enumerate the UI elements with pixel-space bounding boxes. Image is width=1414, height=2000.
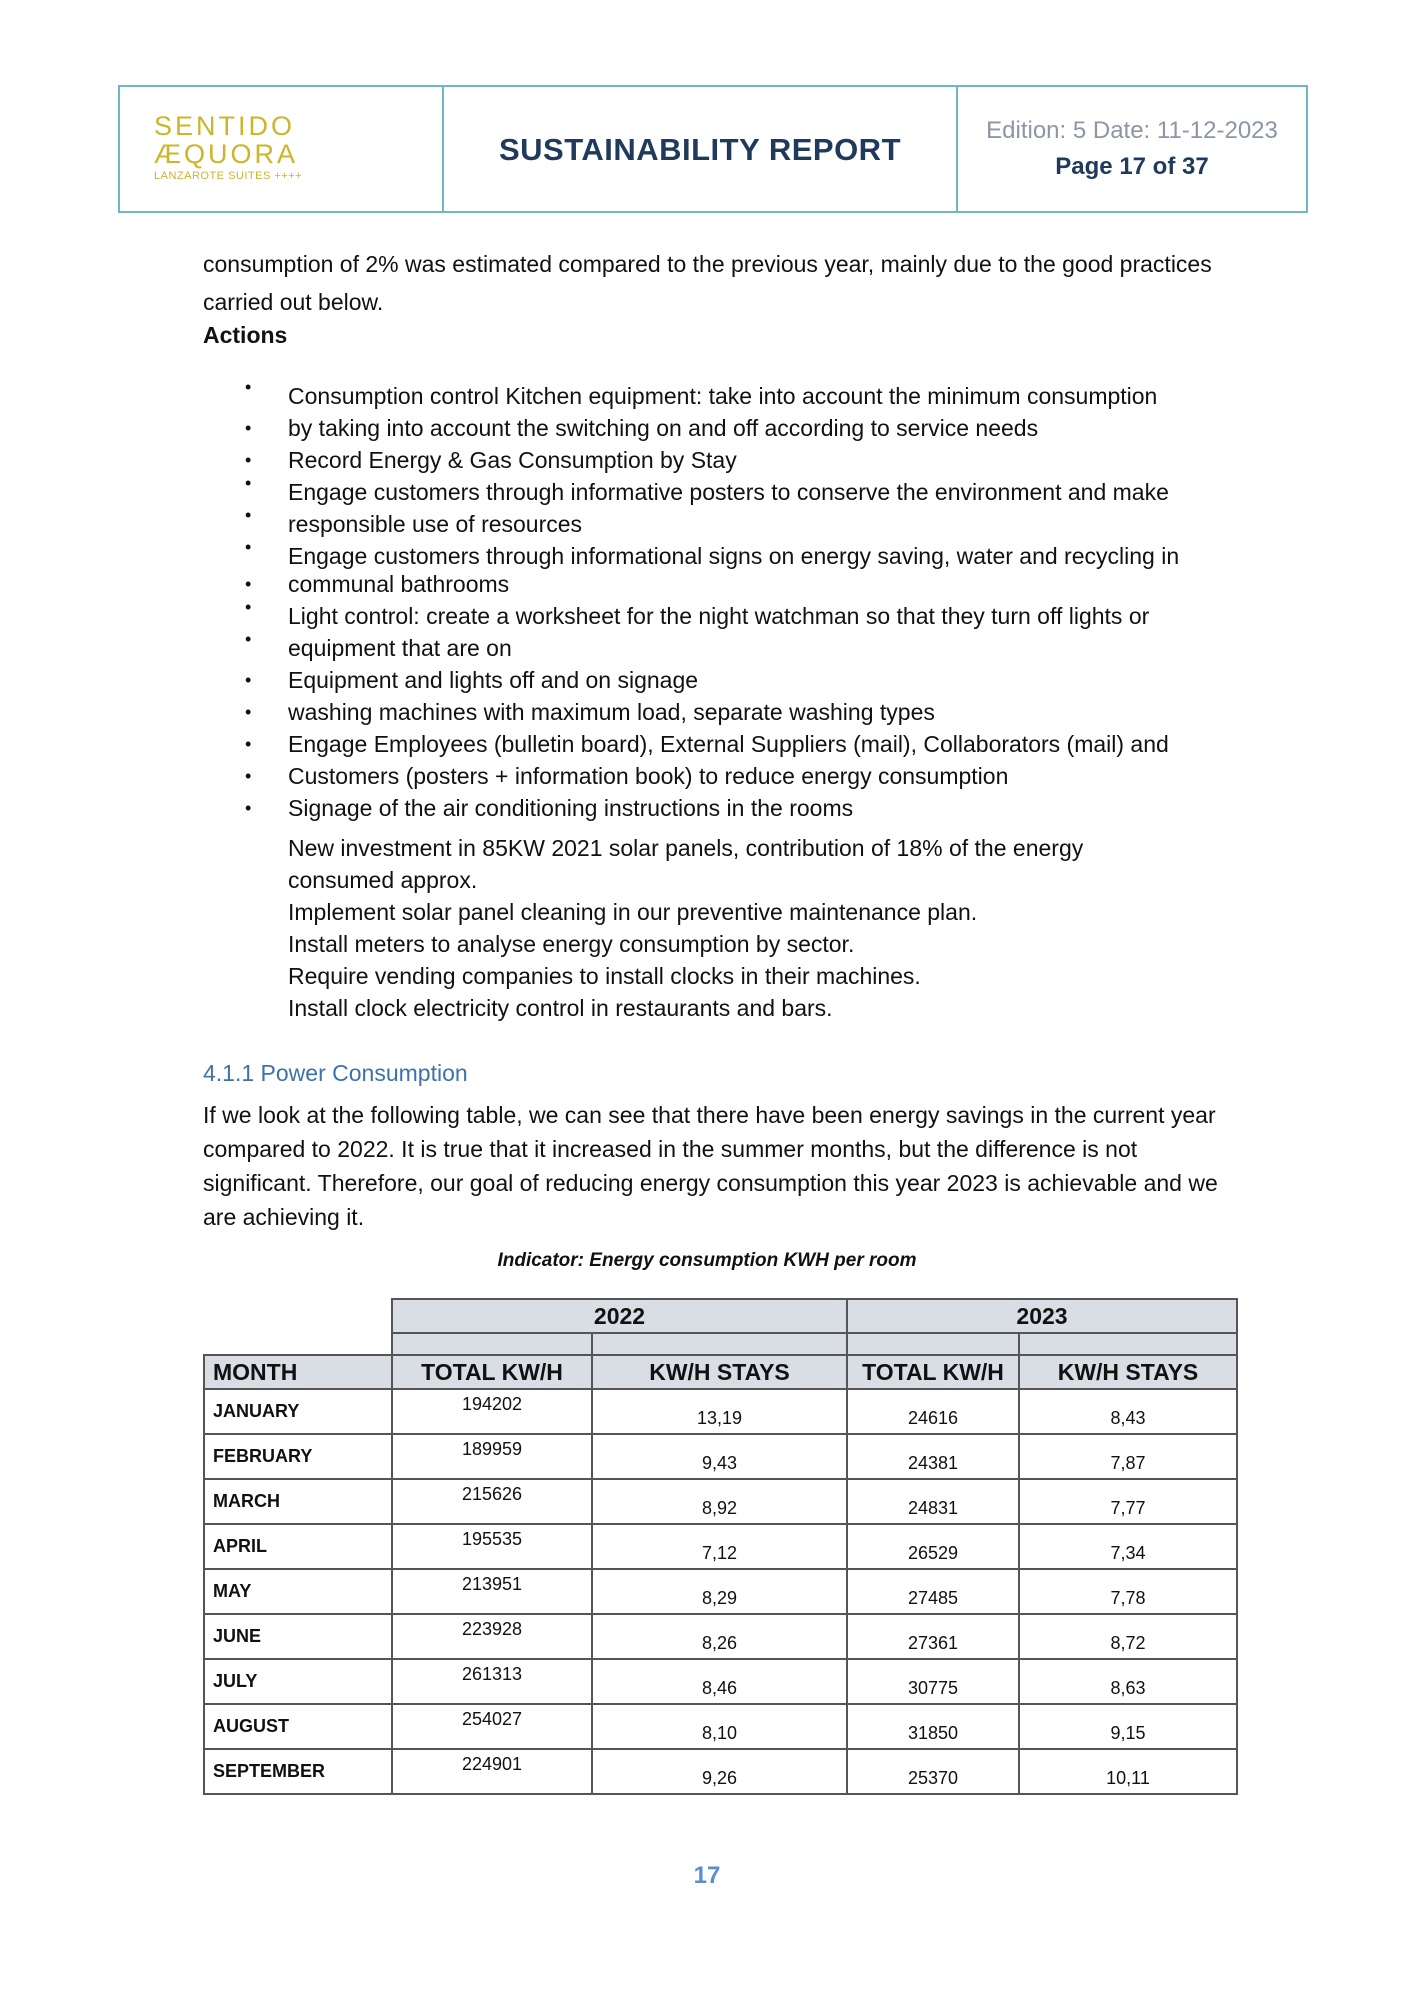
table-row: JUNE 223928 8,26 27361 8,72 (204, 1614, 1237, 1659)
report-title-cell (444, 87, 958, 211)
list-item: • responsible use of resources (245, 508, 1265, 540)
page-header (118, 85, 1308, 213)
table-row: MAY 213951 8,29 27485 7,78 (204, 1569, 1237, 1614)
column-header: KW/H STAYS (592, 1355, 847, 1389)
intro-paragraph: consumption of 2% was estimated compared to the previous year, mainly due to the good practices carried out below. (203, 251, 1212, 315)
report-title: SUSTAINABILITY REPORT (498, 132, 902, 167)
year-header-2023: 2023 (847, 1299, 1237, 1333)
bullet-icon: • (245, 702, 252, 722)
page-info: Page 17 of 37 (1055, 153, 1209, 180)
list-item: Implement solar panel cleaning in our preventive maintenance plan. (288, 899, 978, 925)
list-item: Require vending companies to install clocks in their machines. (288, 963, 921, 989)
list-item: • Equipment and lights off and on signage (245, 664, 1265, 696)
edition-cell (958, 87, 1306, 211)
table-row: FEBRUARY 189959 9,43 24381 7,87 (204, 1434, 1237, 1479)
bullet-icon: • (245, 505, 252, 525)
list-item: • Record Energy & Gas Consumption by Stay (245, 444, 1265, 476)
bullet-icon: • (245, 597, 252, 617)
table-row: APRIL 195535 7,12 26529 7,34 (204, 1524, 1237, 1569)
column-header: TOTAL KW/H (392, 1355, 592, 1389)
list-item: Install meters to analyse energy consumption by sector. (288, 931, 855, 957)
list-item: • Engage Employees (bulletin board), External Suppliers (mail), Collaborators (mail) and (245, 728, 1265, 760)
table-row: JULY 261313 8,46 30775 8,63 (204, 1659, 1237, 1704)
list-item: • communal bathrooms (245, 571, 510, 597)
table-row: AUGUST 254027 8,10 31850 9,15 (204, 1704, 1237, 1749)
list-item: • Signage of the air conditioning instructions in the rooms (245, 792, 1265, 824)
logo-main: SENTIDO ÆQUORA (154, 111, 299, 169)
column-header: MONTH (204, 1355, 392, 1389)
empty-cell (204, 1333, 392, 1355)
column-header: TOTAL KW/H (847, 1355, 1019, 1389)
bullet-icon: • (245, 418, 252, 438)
table-row: JANUARY 194202 13,19 24616 8,43 (204, 1389, 1237, 1434)
subheader-cell (1019, 1333, 1237, 1355)
column-header: KW/H STAYS (1019, 1355, 1237, 1389)
subheader-cell (592, 1333, 847, 1355)
energy-consumption-table (203, 1298, 1238, 1795)
empty-cell (204, 1299, 392, 1333)
actions-bullet-list (245, 377, 1265, 824)
year-header-2022: 2022 (392, 1299, 847, 1333)
list-item: • Customers (posters + information book) to reduce energy consumption (245, 760, 1265, 792)
list-item: consumed approx. (288, 867, 478, 893)
list-item: Install clock electricity control in restaurants and bars. (288, 995, 833, 1021)
list-item: • washing machines with maximum load, separate washing types (245, 696, 1265, 728)
additional-actions (288, 832, 1248, 1024)
bullet-icon: • (245, 734, 252, 754)
list-item: • Consumption control Kitchen equipment: take into account the minimum consumption (245, 380, 1265, 412)
list-item: • equipment that are on (245, 632, 1265, 664)
bullet-icon: • (245, 766, 252, 786)
section-heading: 4.1.1 Power Consumption (203, 1060, 468, 1086)
bullet-icon: • (245, 450, 252, 470)
table-row: MARCH 215626 8,92 24831 7,77 (204, 1479, 1237, 1524)
list-item: • Engage customers through informational signs on energy saving, water and recycling in (245, 540, 1265, 572)
list-item: • Engage customers through informative posters to conserve the environment and make (245, 476, 1265, 508)
bullet-icon: • (245, 798, 252, 818)
table-caption: Indicator: Energy consumption KWH per room (497, 1250, 917, 1271)
table-row: SEPTEMBER 224901 9,26 25370 10,11 (204, 1749, 1237, 1794)
actions-label: Actions (203, 322, 288, 348)
logo (120, 87, 444, 211)
bullet-icon: • (245, 629, 252, 649)
list-item: • Light control: create a worksheet for the night watchman so that they turn off lights or (245, 600, 1265, 632)
bullet-icon: • (245, 377, 252, 397)
page-number: 17 (693, 1862, 721, 1889)
bullet-icon: • (245, 537, 252, 557)
edition-date: Edition: 5 Date: 11-12-2023 (986, 117, 1278, 144)
list-item: • by taking into account the switching on and off according to service needs (245, 412, 1265, 444)
subheader-cell (847, 1333, 1019, 1355)
list-item: New investment in 85KW 2021 solar panels, contribution of 18% of the energy (288, 835, 1084, 861)
bullet-icon: • (245, 473, 252, 493)
section-paragraph: If we look at the following table, we can see that there have been energy savings in the current year compared to 2022. It is true that it increased in the summer months, but the difference is not significant. Therefore, our goal of reducing energy consumption this year 2023 is achievable and we are achieving it. (203, 1102, 1218, 1230)
bullet-icon: • (245, 670, 252, 690)
subheader-cell (392, 1333, 592, 1355)
bullet-icon: • (245, 574, 252, 594)
logo-sub: LANZAROTE SUITES ++++ (154, 170, 303, 182)
